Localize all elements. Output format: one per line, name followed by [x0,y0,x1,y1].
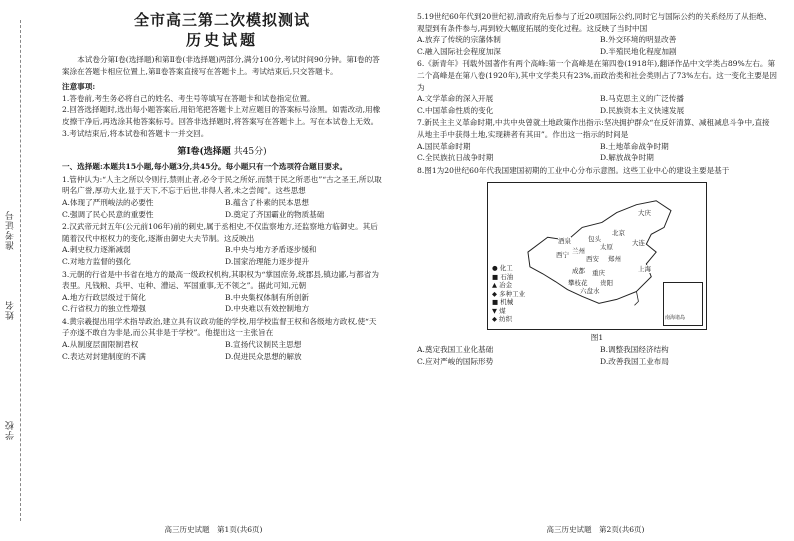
exam-number-label: 准考证号 [6,210,16,250]
option-a: A.体现了严刑峻法的必要性 [62,197,154,207]
option-d: D.解放战争时期 [600,153,654,163]
legend-item: ● 化工 [492,264,513,273]
school-label: 学校 [6,420,16,440]
section-heading [62,145,382,159]
question-stem: 2.汉武帝元封五年(公元前106年)前的刺史,属于丞相史,不仅监察地方,还监察地方临御史。其后随着汉代中枢权力的变化,逐渐由御史大夫节制。这反映出 [62,222,378,243]
map-city-label: 太原 [600,243,613,252]
legend-label: 纺织 [499,314,513,323]
name-label: 姓名 [6,300,16,320]
option-b: B.中央与地方矛盾逐步缓和 [225,245,317,255]
option-c: C.融入国际社会程度加深 [417,46,501,56]
map-city-label: 郑州 [608,255,621,264]
option-b: B.外交环境的明显改善 [600,35,677,45]
question-stem: 7.新民主主义革命时期,中共中央曾就土地政策作出指示:坚决拥护群众“在反奸清算、减租减息斗争中,直接从地主手中获得土地,实现耕者有其田”。作出这一指示的时间是 [417,118,770,139]
option-b: B.蕴含了朴素的民本思想 [225,197,309,207]
page-right [397,0,794,541]
map-city-label: 包头 [588,235,601,244]
legend-label: 化工 [499,264,513,273]
notice-item: 1.答卷前,考生务必将自己的姓名、考生号等填写在答题卡和试卷指定位置。 [62,93,315,103]
map-city-label: 贵阳 [600,279,613,288]
notice-item: 2.回答选择题时,选出每小题答案后,用铅笔把答题卡上对应题目的答案标号涂黑。如需改动,用橡皮擦干净后,再选涂其他答案标号。回答非选择题时,将答案写在答题卡上。写在本试卷上无效。 [62,105,381,126]
option-c: C.全民族抗日战争时期 [417,153,494,163]
legend-item: ■ 石油 [492,272,514,281]
map-city-label: 重庆 [592,269,605,278]
option-d: D.中央难以有效控制地方 [225,304,310,314]
legend-item: ◆ 纺织 [492,314,513,323]
question-options [417,141,777,164]
option-d: D.改善我国工业布局 [600,356,669,366]
option-b: B.宣扬代议制民主思想 [225,340,302,350]
binding-strip [0,0,44,541]
question-7 [417,117,777,163]
question-4 [62,316,382,362]
option-a: A.文学革命的深入开展 [417,94,494,104]
left-column [62,10,382,362]
exam-subject: 历史试题 [185,31,258,49]
legend-label: 冶金 [499,281,513,290]
map-city-label: 成都 [572,267,585,276]
intro-paragraph: 本试卷分第Ⅰ卷(选择题)和第Ⅱ卷(非选择题)两部分,满分100分,考试时间90分钟。第Ⅰ卷的答案涂在答题卡相应位置上,第Ⅱ卷答案直接写在答题卡上。考试结束后,只交答题卡。 [62,55,380,76]
question-options [417,93,777,116]
option-c: C.应对严峻的国际形势 [417,356,494,366]
legend-item: ▲ 冶金 [492,281,513,290]
question-stem: 4.黄宗羲提出用学术指导政治,建立具有议政功能的学校,用学校监督王权和各级地方政权,使“天子亦遂不敢自为非是,而公其非是于学校”。他提出这一主张旨在 [62,316,377,338]
legend-item: ▼ 煤 [492,306,506,315]
option-a: A.奠定我国工业化基础 [417,344,494,354]
option-b: B.中央集权体制有所创新 [225,292,309,302]
option-b: B.土地革命战争时期 [600,141,669,151]
map-legend [492,264,525,323]
option-a: A.刺史权力逐渐减弱 [62,245,131,255]
section-score: 共45分) [233,147,267,158]
page-footer-right: 高三历史试题 第2页(共6页) [546,525,645,534]
question-options [62,197,382,220]
map-city-label: 酒泉 [558,237,571,246]
map-city-label: 攀枝花 [568,279,588,288]
option-b: B.调整我国经济结构 [600,344,669,354]
notice-title: 注意事项: [62,82,96,92]
option-d: D.民族资本主义快速发展 [600,105,685,115]
exam-title: 全市高三第二次模拟测试 [133,11,310,29]
question-3 [62,269,382,315]
question-stem: 1.管仲认为:“人主之所以令则行,禁则止者,必令于民之所好,而禁于民之所恶也”“古之圣王,所以取明名广誉,厚功大业,显于天下,不忘于后世,非得人者,未之尝闻”。这些思想 [62,174,382,196]
question-5 [417,11,777,57]
figure-caption: 图1 [590,333,604,343]
option-a: A.放弃了传统的宗藩体制 [417,35,501,45]
legend-label: 机械 [500,298,514,307]
question-options [62,339,382,362]
option-a: A.从制度层面限制君权 [62,340,139,350]
option-a: A.地方行政层级过于简化 [62,292,146,302]
question-6 [417,58,777,116]
question-2 [62,221,382,267]
notice-list [62,93,382,139]
option-c: C.中国革命性质的变化 [417,105,494,115]
industrial-center-map [487,182,707,330]
question-8 [417,165,777,367]
page-footer-left: 高三历史试题 第1页(共6页) [164,525,263,534]
map-city-label: 西宁 [556,251,569,260]
question-stem: 5.19世纪60年代到20世纪初,清政府先后参与了近20项国际公约,同时它与国际公约的关系经历了从拒绝、观望到有条件参与,再到较大幅度拓展的变化过程。这反映了当时中国 [417,12,772,33]
option-c: C.强调了民心民意的重要性 [62,209,154,219]
option-d: D.奠定了齐国霸业的物质基础 [225,209,325,219]
map-city-label: 北京 [612,229,625,238]
exam-intro [62,54,382,77]
question-options [417,344,777,367]
legend-label: 煤 [499,306,506,315]
inset-label: 南海诸岛 [665,314,686,321]
section-title: 第Ⅰ卷(选择题 [177,147,231,158]
question-1 [62,174,382,220]
option-d: D.国家治理能力逐步提升 [225,256,310,266]
option-c: C.表达对封建制度的不满 [62,351,146,361]
map-city-label: 大连 [632,239,645,248]
legend-item: ■ 机械 [492,298,514,307]
option-c: C.对地方监督的强化 [62,256,131,266]
option-c: C.行省权力的独立性增强 [62,304,146,314]
question-options [417,34,777,57]
map-city-label: 六盘水 [580,287,600,296]
option-d: D.半殖民地化程度加剧 [600,46,677,56]
option-a: A.国民革命时期 [417,141,471,151]
option-b: B.马克思主义的广泛传播 [600,94,684,104]
question-options [62,244,382,267]
map-city-label: 兰州 [572,247,585,256]
south-china-sea-inset [663,282,703,326]
choice-instructions: 一、选择题:本题共15小题,每小题3分,共45分。每小题只有一个选项符合题目要求。 [62,162,348,172]
binding-dashed-line [20,20,21,521]
map-city-label: 大庆 [638,209,651,218]
legend-item: ◆ 多种工业 [492,289,526,298]
map-city-label: 上海 [638,265,651,274]
legend-label: 石油 [500,272,514,281]
legend-label: 多种工业 [499,289,526,298]
question-stem: 6.《新青年》刊载外国著作有两个高峰:第一个高峰是在第四卷(1918年),翻译作品中文学类占89%左右。第二个高峰是在第八卷(1920年),其中文学类只有23%,而政治类和社会类则占了73%左右。这一变化主要是因为 [417,59,777,92]
notice-item: 3.考试结束后,将本试卷和答题卡一并交回。 [62,128,209,138]
option-d: D.促进民众思想的解放 [225,351,302,361]
map-city-label: 西安 [586,255,599,264]
question-stem: 3.元朝的行省是中书省在地方的最高一级政权机构,其职权为“掌国庶务,统郡县,镇边鄙,与都省为表里。凡钱粮、兵甲、屯种、漕运、军国重事,无不领之”。据此可知,元朝 [62,269,379,291]
question-stem: 8.图1为20世纪60年代我国建国初期的工业中心分布示意图。这些工业中心的建设主要是基于 [417,165,730,175]
question-options [62,292,382,315]
right-column [417,10,777,367]
